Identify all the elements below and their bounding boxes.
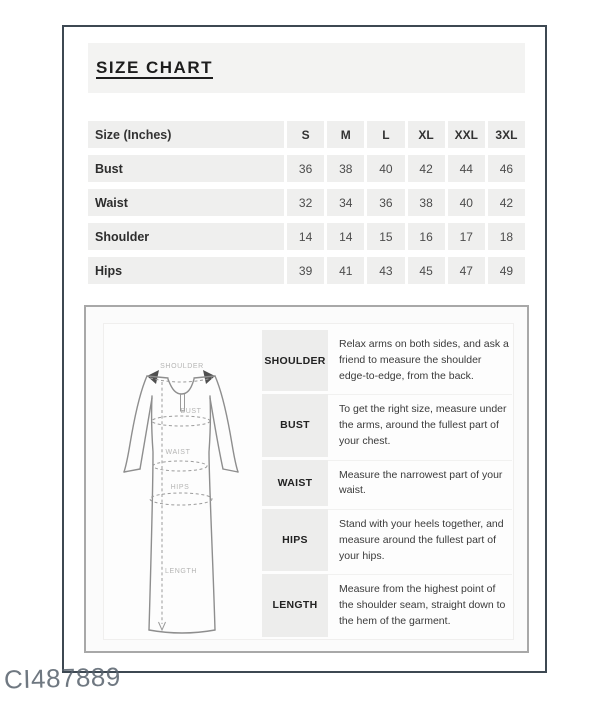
guide-row-bust bbox=[262, 394, 512, 456]
cell-value: 36 bbox=[287, 155, 324, 182]
cell-value: 42 bbox=[488, 189, 525, 216]
diagram-label-hips: HIPS bbox=[170, 484, 190, 491]
diagram-label-bust: BUST bbox=[180, 408, 202, 415]
cell-value: 47 bbox=[448, 257, 485, 284]
title-band bbox=[88, 43, 525, 93]
cell-value: 45 bbox=[408, 257, 445, 284]
cell-value: 42 bbox=[408, 155, 445, 182]
col-header-xl: XL bbox=[408, 121, 445, 148]
row-label: Bust bbox=[88, 155, 284, 182]
cell-value: 44 bbox=[448, 155, 485, 182]
cell-value: 41 bbox=[327, 257, 364, 284]
measure-instructions-table bbox=[262, 330, 512, 640]
cell-value: 39 bbox=[287, 257, 324, 284]
size-table bbox=[88, 121, 525, 291]
table-row-waist bbox=[88, 189, 525, 216]
guide-label: LENGTH bbox=[262, 574, 328, 636]
col-header-m: M bbox=[327, 121, 364, 148]
guide-text: Stand with your heels together, and measure around the fullest part of your hips. bbox=[328, 509, 512, 571]
cell-value: 32 bbox=[287, 189, 324, 216]
cell-value: 43 bbox=[367, 257, 404, 284]
waist-dashed-band bbox=[153, 461, 207, 471]
cell-value: 14 bbox=[327, 223, 364, 250]
row-label: Shoulder bbox=[88, 223, 284, 250]
table-row-bust bbox=[88, 155, 525, 182]
row-label: Hips bbox=[88, 257, 284, 284]
col-header-3xl: 3XL bbox=[488, 121, 525, 148]
cell-value: 49 bbox=[488, 257, 525, 284]
diagram-label-shoulder: SHOULDER bbox=[160, 363, 204, 370]
left-cuff bbox=[124, 469, 140, 472]
guide-row-hips bbox=[262, 509, 512, 571]
col-header-l: L bbox=[367, 121, 404, 148]
guide-text: Relax arms on both sides, and ask a friend to measure the shoulder edge-to-edge, from the back. bbox=[339, 338, 509, 382]
hips-dashed-band bbox=[150, 493, 212, 505]
catalog-id-watermark: CI487889 bbox=[3, 661, 122, 695]
table-row-shoulder bbox=[88, 223, 525, 250]
guide-text: Measure the narrowest part of your waist. bbox=[328, 460, 512, 507]
guide-row-length bbox=[262, 574, 512, 636]
hem bbox=[149, 630, 215, 633]
guide-row-shoulder bbox=[262, 330, 512, 391]
cell-value: 38 bbox=[327, 155, 364, 182]
dress-sketch-icon bbox=[106, 326, 258, 638]
cell-value: 18 bbox=[488, 223, 525, 250]
bust-dashed-band bbox=[152, 416, 210, 426]
cell-value: 17 bbox=[448, 223, 485, 250]
cell-value: 14 bbox=[287, 223, 324, 250]
cell-value: 36 bbox=[367, 189, 404, 216]
size-table-header-row bbox=[88, 121, 525, 148]
diagram-label-length: LENGTH bbox=[165, 568, 197, 575]
col-header-s: S bbox=[287, 121, 324, 148]
cell-value: 46 bbox=[488, 155, 525, 182]
cell-value: 15 bbox=[367, 223, 404, 250]
cell-value: 38 bbox=[408, 189, 445, 216]
measurement-guide-box bbox=[84, 305, 529, 653]
guide-label: HIPS bbox=[262, 509, 328, 571]
row-label: Waist bbox=[88, 189, 284, 216]
guide-label: WAIST bbox=[262, 460, 328, 507]
diagram-label-waist: WAIST bbox=[165, 449, 191, 456]
page-frame bbox=[62, 25, 547, 673]
cell-value: 40 bbox=[367, 155, 404, 182]
guide-text: Measure from the highest point of the shoulder seam, straight down to the hem of the garment. bbox=[328, 574, 512, 636]
cell-value: 16 bbox=[408, 223, 445, 250]
page-title: SIZE CHART bbox=[96, 58, 213, 77]
guide-text: To get the right size, measure under the arms, around the fullest part of your chest. bbox=[328, 394, 512, 456]
cell-value: 40 bbox=[448, 189, 485, 216]
shoulder-dashed-line bbox=[150, 378, 212, 382]
guide-label: BUST bbox=[262, 394, 328, 456]
right-cuff bbox=[223, 469, 238, 472]
guide-row-waist bbox=[262, 460, 512, 507]
cell-value: 34 bbox=[327, 189, 364, 216]
dress-diagram bbox=[106, 326, 258, 638]
col-header-xxl: XXL bbox=[448, 121, 485, 148]
table-row-hips bbox=[88, 257, 525, 284]
guide-label: SHOULDER bbox=[262, 330, 328, 391]
size-unit-header: Size (Inches) bbox=[88, 121, 284, 148]
guide-inner-panel bbox=[103, 323, 514, 640]
